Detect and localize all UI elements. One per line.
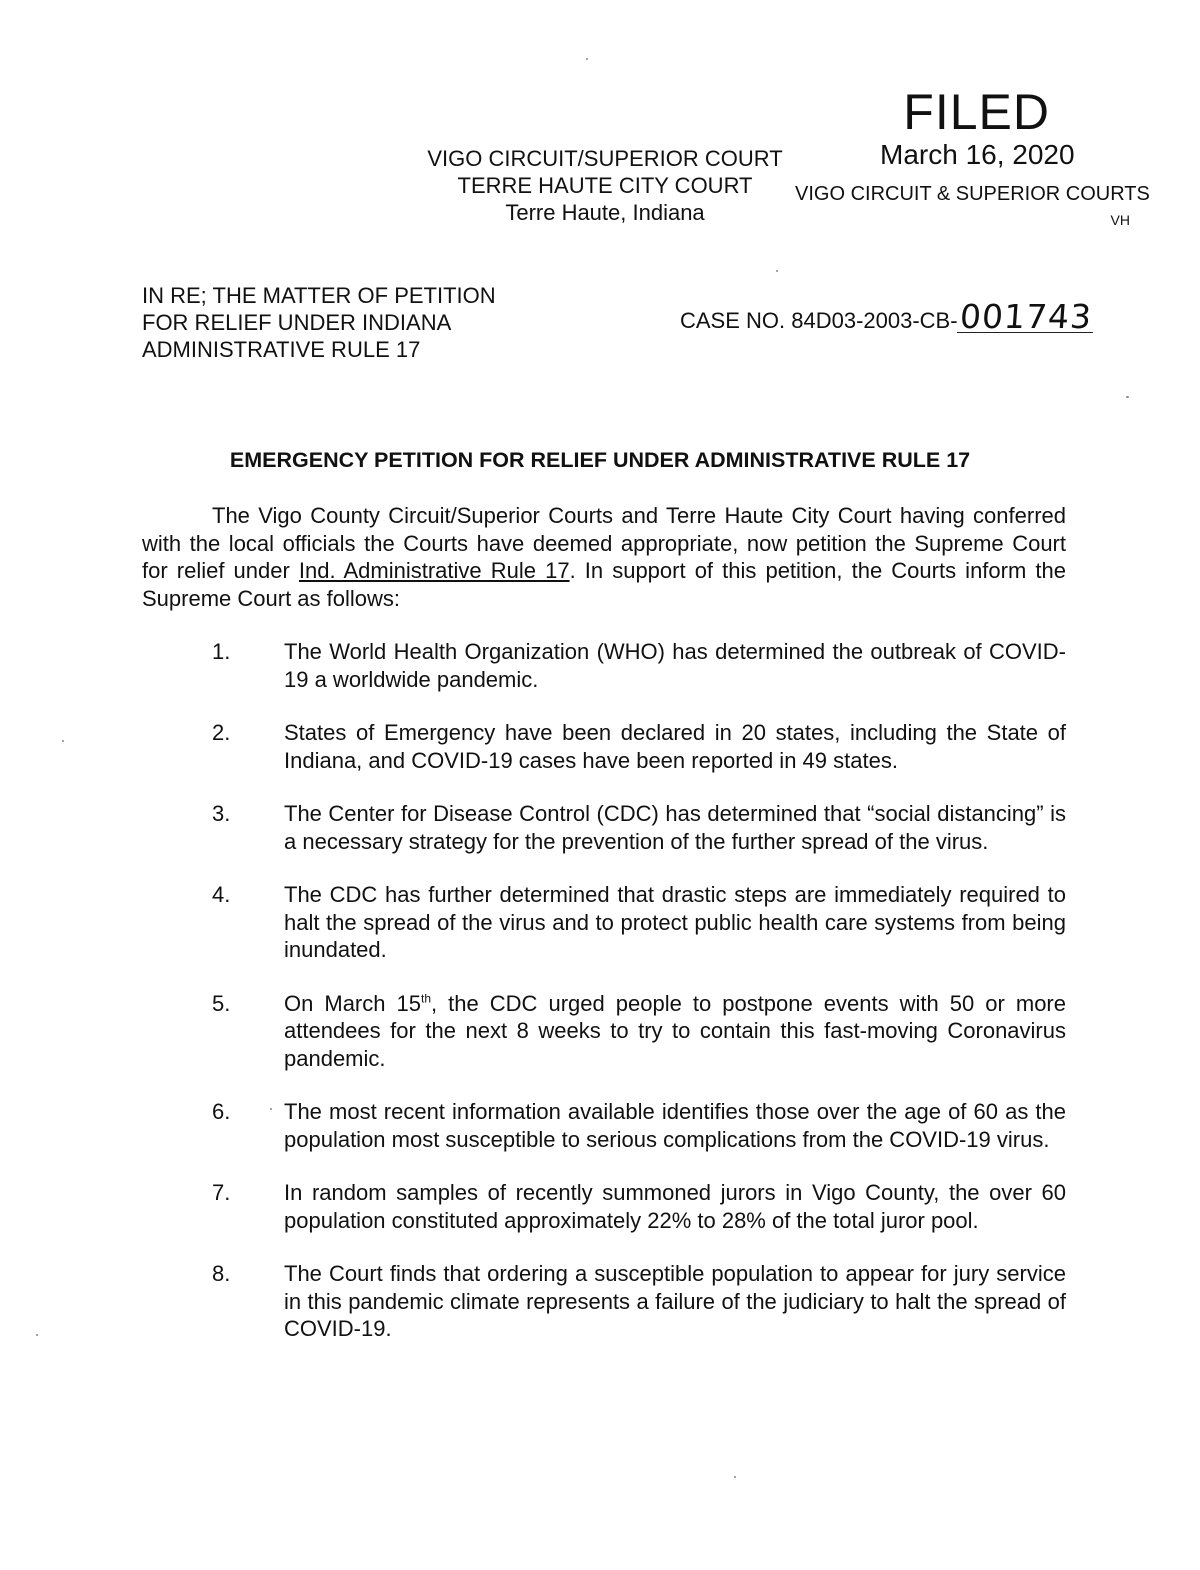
scan-speck xyxy=(270,1108,272,1110)
scan-speck xyxy=(586,58,588,60)
intro-text-start: The Vigo County Circuit/Superior Courts and Terre Haute City Court having conferred with the local officials the Courts have deemed appropriate, now petition the Supreme Court for relief under xyxy=(142,503,1066,583)
list-item xyxy=(142,719,1066,774)
intro-text-end: . In support of this petition, the Courts inform the Supreme Court as follows: xyxy=(142,558,1066,611)
case-caption xyxy=(142,282,562,363)
filed-date: March 16, 2020 xyxy=(880,139,1075,170)
caption-line3: ADMINISTRATIVE RULE 17 xyxy=(142,337,421,362)
caption-line1: IN RE; THE MATTER OF PETITION xyxy=(142,283,496,308)
scan-speck xyxy=(1126,396,1129,398)
list-item-text xyxy=(284,990,1066,1073)
list-item-number: 4. xyxy=(212,882,231,907)
filed-word: FILED xyxy=(903,84,1050,140)
intro-paragraph xyxy=(142,502,1066,612)
filed-stamp xyxy=(790,84,1190,234)
list-item xyxy=(142,800,1066,855)
case-number-prefix: CASE NO. 84D03-2003-CB- xyxy=(680,308,958,333)
list-item-text: The Court finds that ordering a susceptible population to appear for jury service in this pandemic climate represents a failure of the judiciary to halt the spread of COVID-19. xyxy=(284,1261,1066,1341)
court-name-line1: VIGO CIRCUIT/SUPERIOR COURT xyxy=(427,146,783,171)
scan-speck xyxy=(776,270,778,272)
filed-courts: VIGO CIRCUIT & SUPERIOR COURTS xyxy=(795,183,1150,205)
list-item xyxy=(142,1260,1066,1343)
scan-speck xyxy=(36,1334,38,1336)
case-number-handwritten: 001743 xyxy=(958,297,1093,336)
list-item-text: The CDC has further determined that drastic steps are immediately required to halt the spread of the virus and to protect public health care systems from being inundated. xyxy=(284,882,1066,962)
rule-reference: Ind. Administrative Rule 17 xyxy=(298,558,570,583)
list-item xyxy=(142,1098,1066,1153)
list-item xyxy=(142,638,1066,693)
list-item xyxy=(142,881,1066,964)
list-item-number: 6. xyxy=(212,1099,231,1124)
list-item-text: States of Emergency have been declared in 20 states, including the State of Indiana, and COVID-19 cases have been reported in 49 states. xyxy=(284,720,1066,773)
list-item xyxy=(142,1179,1066,1234)
scan-speck xyxy=(62,740,64,742)
court-header xyxy=(395,145,815,226)
list-item-text: The Center for Disease Control (CDC) has determined that “social distancing” is a necessary strategy for the prevention of the further spread of the virus. xyxy=(284,801,1066,854)
filed-clerk-initials: VH xyxy=(1110,212,1130,228)
case-number xyxy=(680,297,1094,338)
list-item-text: In random samples of recently summoned jurors in Vigo County, the over 60 population constituted approximately 22% to 28% of the total juror pool. xyxy=(284,1180,1066,1233)
court-location: Terre Haute, Indiana xyxy=(505,200,705,225)
ordinal-suffix: th xyxy=(421,991,432,1006)
court-name-line2: TERRE HAUTE CITY COURT xyxy=(457,173,753,198)
list-item-text: The World Health Organization (WHO) has determined the outbreak of COVID-19 a worldwide pandemic. xyxy=(284,639,1066,692)
list-item-number: 5. xyxy=(212,990,231,1016)
list-item-number: 8. xyxy=(212,1261,231,1286)
list-item xyxy=(142,990,1066,1073)
document-title: EMERGENCY PETITION FOR RELIEF UNDER ADMINISTRATIVE RULE 17 xyxy=(229,448,971,472)
item-text-before-sup: On March 15 xyxy=(284,990,421,1016)
numbered-list xyxy=(142,638,1066,1343)
list-item-number: 7. xyxy=(212,1180,231,1205)
caption-line2: FOR RELIEF UNDER INDIANA xyxy=(142,310,452,335)
scan-speck xyxy=(734,1476,736,1478)
item-text-after-sup: , the CDC urged people to postpone events with 50 or more attendees for the next 8 weeks to try to contain this fast-moving Coronavirus pandemic. xyxy=(284,990,1066,1071)
list-item-number: 2. xyxy=(212,720,231,745)
list-item-number: 3. xyxy=(212,801,231,826)
list-item-number: 1. xyxy=(212,639,231,664)
list-item-text: The most recent information available identifies those over the age of 60 as the population most susceptible to serious complications from the COVID-19 virus. xyxy=(284,1099,1066,1152)
